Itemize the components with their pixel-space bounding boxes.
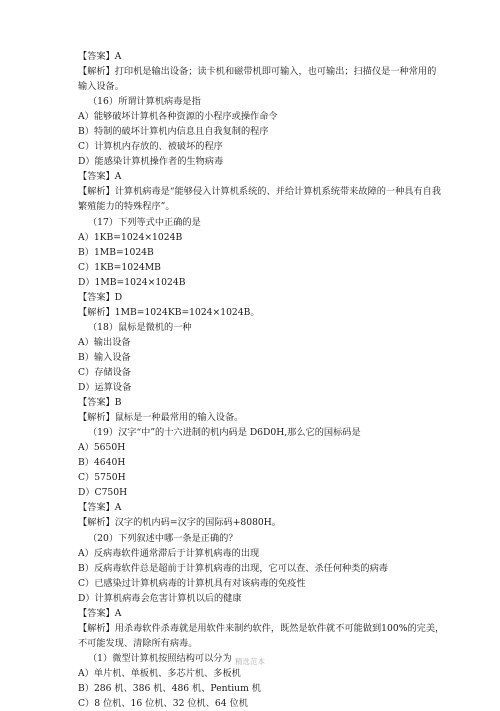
- text-line: 【解析】用杀毒软件杀毒就是用软件来制约软件，既然是软件就不可能做到100%的完美，: [78, 622, 445, 634]
- text-line: C）8 位机、16 位机、32 位机、64 位机: [78, 698, 248, 710]
- text-line: （1）微型计算机按照结构可以分为: [88, 652, 232, 664]
- page-footer: 精选范本: [235, 657, 265, 666]
- text-line: （19）汉字“中”的十六进制的机内码是 D6D0H,那么它的国标码是: [88, 427, 361, 439]
- text-line: （18）鼠标是微机的一种: [88, 321, 192, 333]
- text-line: 【解析】汉字的机内码=汉字的国际码+8080H。: [78, 517, 281, 529]
- text-line: A）1KB=1024×1024B: [78, 231, 183, 243]
- text-line: C）存储设备: [78, 366, 131, 378]
- text-line: B）输入设备: [78, 351, 131, 363]
- text-line: 【解析】打印机是输出设备；读卡机和磁带机即可输入，也可输出；扫描仪是一种常用的: [78, 66, 437, 78]
- text-line: 【答案】A: [78, 607, 122, 619]
- text-line: A）反病毒软件通常滞后于计算机病毒的出现: [78, 547, 260, 559]
- text-line: D）计算机病毒会危害计算机以后的健康: [78, 592, 242, 604]
- text-line: D）运算设备: [78, 382, 132, 394]
- text-line: D）能感染计算机操作者的生物病毒: [78, 156, 224, 168]
- text-line: 【解析】1MB=1024KB=1024×1024B。: [78, 306, 260, 318]
- text-line: B）1MB=1024B: [78, 246, 154, 258]
- text-line: C）计算机内存放的、被破坏的程序: [78, 141, 223, 153]
- text-line: 【解析】鼠标是一种最常用的输入设备。: [78, 412, 244, 424]
- text-line: C）5750H: [78, 472, 126, 484]
- text-line: B）4640H: [78, 457, 126, 469]
- text-line: C）1KB=1024MB: [78, 261, 161, 273]
- text-line: 输入设备。: [78, 81, 124, 93]
- text-line: 【解析】计算机病毒是“能够侵入计算机系统的、并给计算机系统带来故障的一种具有自我: [78, 186, 442, 198]
- text-line: （16）所谓计算机病毒是指: [88, 96, 201, 108]
- text-line: C）已感染过计算机病毒的计算机具有对该病毒的免疫性: [78, 577, 306, 589]
- text-line: 【答案】A: [78, 51, 122, 62]
- text-line: 【答案】A: [78, 171, 122, 183]
- text-line: A）能够破坏计算机各种资源的小程序或操作命令: [78, 111, 278, 123]
- text-line: D）1MB=1024×1024B: [78, 276, 186, 288]
- text-line: 繁殖能力的特殊程序”。: [78, 201, 175, 213]
- text-line: B）特制的破坏计算机内信息且自我复制的程序: [78, 126, 269, 138]
- document-body: [78, 49, 445, 711]
- text-line: （20）下列叙述中哪一条是正确的？: [88, 532, 238, 544]
- text-line: 不可能发现、清除所有病毒。: [78, 637, 198, 649]
- text-line: 【答案】A: [78, 502, 122, 514]
- text-line: 【答案】D: [78, 291, 123, 303]
- text-line: （17）下列等式中正确的是: [88, 216, 201, 228]
- text-line: B）286 机、386 机、486 机、Pentium 机: [78, 682, 261, 694]
- text-line: A）单片机、单板机、多芯片机、多板机: [78, 667, 241, 679]
- text-line: B）反病毒软件总是超前于计算机病毒的出现，它可以查、杀任何种类的病毒: [78, 562, 388, 574]
- text-line: D）C750H: [78, 487, 128, 499]
- text-line: 【答案】B: [78, 397, 122, 409]
- text-line: A）输出设备: [78, 336, 131, 348]
- text-line: A）5650H: [78, 442, 126, 454]
